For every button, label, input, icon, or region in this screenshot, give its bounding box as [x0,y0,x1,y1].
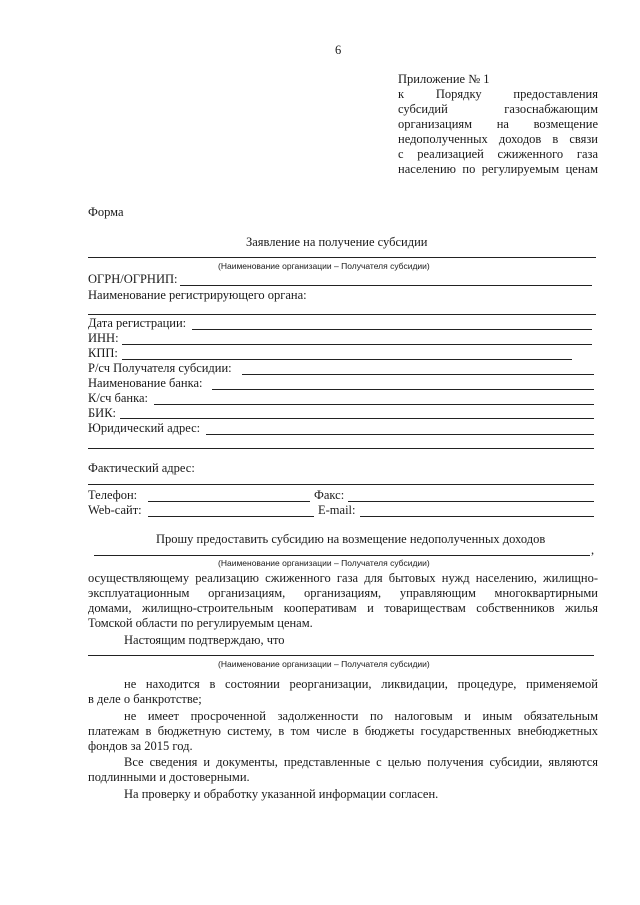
reg-date-label: Дата регистрации: [88,316,187,330]
item2-line: платежам в бюджетную систему, в том числе в бюджеты государственных внебюджетных [88,724,598,738]
org-name-line[interactable] [88,257,596,258]
ogrn-field[interactable] [180,285,592,286]
form-title: Заявление на получение субсидии [246,235,428,249]
appendix-line: с реализацией сжиженного газа [398,147,598,161]
reg-body-field[interactable] [88,314,596,315]
ogrn-label: ОГРН/ОГРНИП: [88,272,178,286]
bik-label: БИК: [88,406,117,420]
body-last-line: Томской области по регулируемым ценам. [88,616,313,630]
appendix-line: субсидий газоснабжающим [398,102,598,116]
kpp-field[interactable] [122,359,572,360]
appendix-line: населению по регулируемым ценам [398,162,598,176]
appendix-line: недополученных доходов в связи [398,132,598,146]
kpp-label: КПП: [88,346,118,360]
email-label: E-mail: [318,503,356,517]
form-label: Форма [88,205,124,219]
corr-label: К/сч банка: [88,391,149,405]
inn-label: ИНН: [88,331,119,345]
item2-line: фондов за 2015 год. [88,739,193,753]
actual-address-label: Фактический адрес: [88,461,195,475]
phone-field[interactable] [148,501,310,502]
item2-line: не имеет просроченной задолженности по налоговым и иным обязательным [124,709,598,723]
fax-label: Факс: [314,488,345,502]
legal-address-field-2[interactable] [88,448,594,449]
bank-field[interactable] [212,389,594,390]
appendix-line: к Порядку предоставления [398,87,598,101]
legal-address-field[interactable] [206,434,594,435]
account-field[interactable] [242,374,594,375]
request-org-caption: (Наименование организации – Получателя субсидии) [218,558,430,568]
website-label: Web-сайт: [88,503,142,517]
confirm-text: Настоящим подтверждаю, что [124,633,285,647]
item3-line: Все сведения и документы, представленные с целью получения субсидии, являются [124,755,598,769]
item1-line: не находится в состоянии реорганизации, ликвидации, процедуре, применяемой [124,677,598,691]
inn-field[interactable] [122,344,592,345]
org-name-caption: (Наименование организации – Получателя субсидии) [218,261,430,271]
account-label: Р/сч Получателя субсидии: [88,361,232,375]
corr-field[interactable] [154,404,594,405]
email-field[interactable] [360,516,594,517]
request-org-line[interactable] [94,555,590,556]
body-line: осуществляющему реализацию сжиженного газа для бытовых нужд населению, жилищно- [88,571,598,585]
body-line: эксплуатационным организациям, организациям, управляющим многоквартирными [88,586,598,600]
request-comma: , [591,543,595,557]
appendix-line: организациям на возмещение [398,117,598,131]
fax-field[interactable] [348,501,594,502]
reg-date-field[interactable] [192,329,592,330]
bank-label: Наименование банка: [88,376,203,390]
phone-label: Телефон: [88,488,138,502]
body-line: домами, жилищно-строительным кооперативам и товариществам собственников жилья [88,601,598,615]
legal-address-label: Юридический адрес: [88,421,201,435]
request-text: Прошу предоставить субсидию на возмещение недополученных доходов [156,532,546,546]
appendix-title: Приложение № 1 [398,72,490,86]
consent-text: На проверку и обработку указанной информации согласен. [124,787,439,801]
item3-line: подлинными и достоверными. [88,770,250,784]
bik-field[interactable] [120,418,594,419]
confirm-org-caption: (Наименование организации – Получателя субсидии) [218,659,430,669]
actual-address-field[interactable] [88,484,594,485]
confirm-org-line[interactable] [88,655,594,656]
website-field[interactable] [148,516,314,517]
item1-line: в деле о банкротстве; [88,692,202,706]
page-number: 6 [335,43,342,57]
reg-body-label: Наименование регистрирующего органа: [88,288,307,302]
